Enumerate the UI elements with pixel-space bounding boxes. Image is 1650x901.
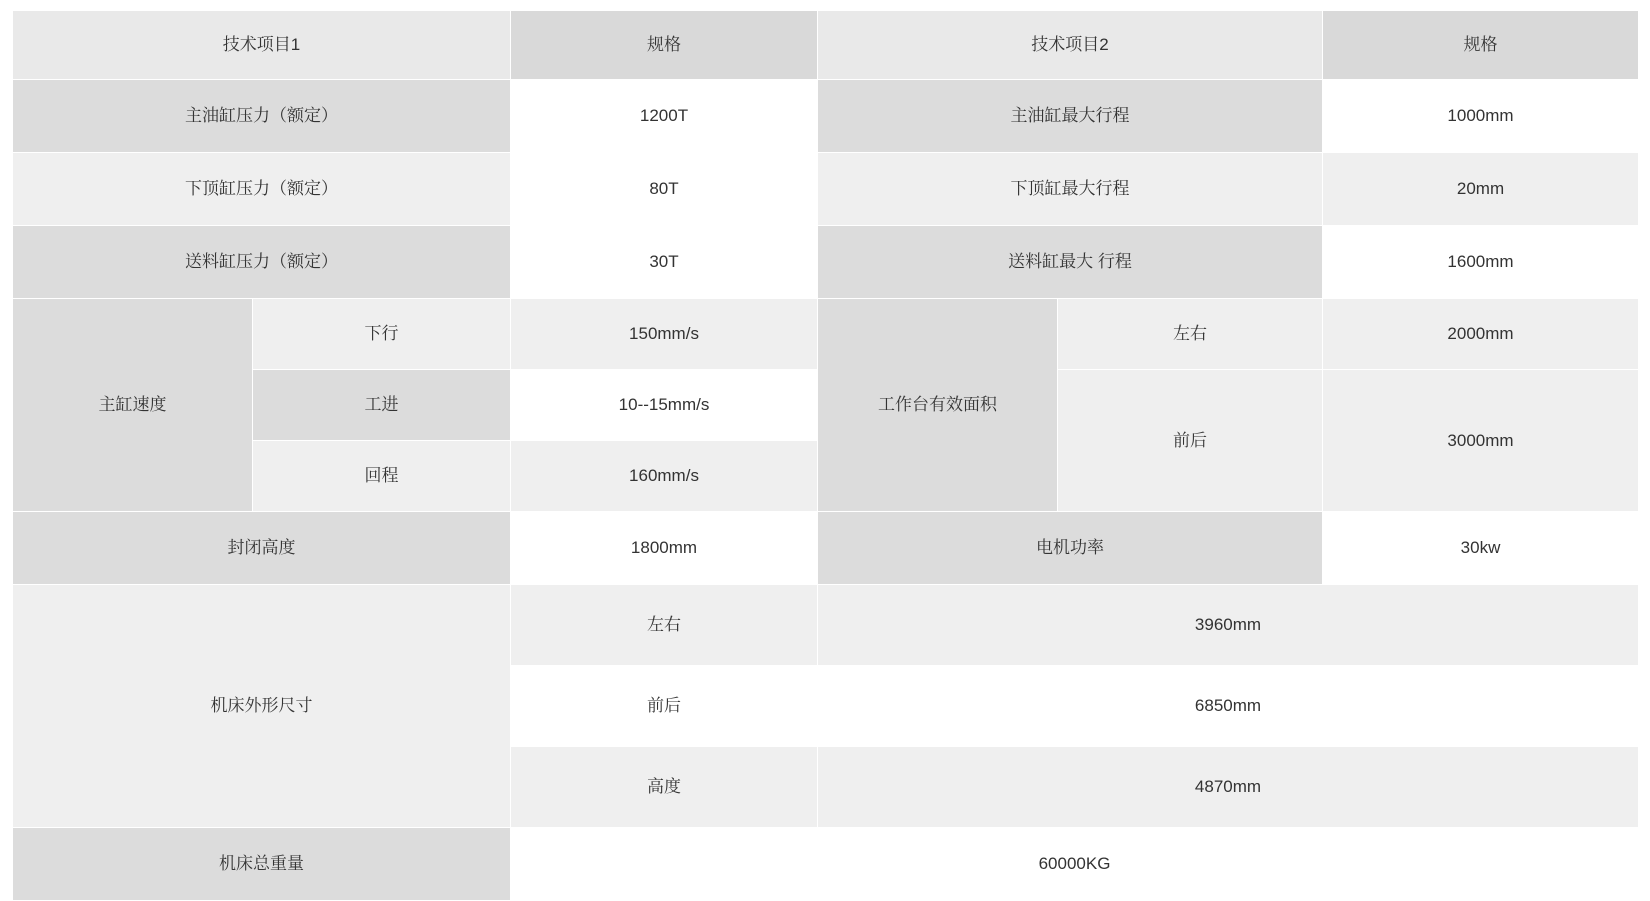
table-row: [13, 153, 1639, 226]
table-row: [13, 299, 1639, 370]
row-label-main-cylinder-pressure: 主油缸压力（额定）: [13, 80, 511, 153]
dimension-name-height: 高度: [511, 747, 818, 828]
row-label-feed-cylinder-pressure: 送料缸压力（额定）: [13, 226, 511, 299]
speed-item-name-return: 回程: [253, 441, 511, 512]
row-value-main-cylinder-stroke: 1000mm: [1323, 80, 1639, 153]
group-label-worktable-area: 工作台有效面积: [818, 299, 1058, 512]
speed-item-name-down: 下行: [253, 299, 511, 370]
table-header-row: [13, 11, 1639, 80]
group-label-machine-dimensions: 机床外形尺寸: [13, 585, 511, 828]
speed-item-value-down: 150mm/s: [511, 299, 818, 370]
row-label-main-cylinder-stroke: 主油缸最大行程: [818, 80, 1323, 153]
row-label-closed-height: 封闭高度: [13, 512, 511, 585]
area-item-value-front-back: 3000mm: [1323, 370, 1639, 512]
row-value-lower-cylinder-pressure: 80T: [511, 153, 818, 226]
area-item-name-front-back: 前后: [1058, 370, 1323, 512]
row-label-total-weight: 机床总重量: [13, 828, 511, 901]
row-value-lower-cylinder-stroke: 20mm: [1323, 153, 1639, 226]
area-item-name-left-right: 左右: [1058, 299, 1323, 370]
table-row: [13, 585, 1639, 666]
row-value-feed-cylinder-pressure: 30T: [511, 226, 818, 299]
dimension-value-front-back: 6850mm: [818, 666, 1639, 747]
header-tech-item-1: 技术项目1: [13, 11, 511, 80]
area-item-value-left-right: 2000mm: [1323, 299, 1639, 370]
speed-item-name-work-feed: 工进: [253, 370, 511, 441]
speed-item-value-work-feed: 10--15mm/s: [511, 370, 818, 441]
row-value-main-cylinder-pressure: 1200T: [511, 80, 818, 153]
row-value-total-weight: 60000KG: [511, 828, 1639, 901]
header-spec-2: 规格: [1323, 11, 1639, 80]
machine-spec-table: [12, 10, 1639, 901]
row-label-lower-cylinder-pressure: 下顶缸压力（额定）: [13, 153, 511, 226]
group-label-main-cylinder-speed: 主缸速度: [13, 299, 253, 512]
dimension-value-left-right: 3960mm: [818, 585, 1639, 666]
speed-item-value-return: 160mm/s: [511, 441, 818, 512]
dimension-name-front-back: 前后: [511, 666, 818, 747]
table-row: [13, 226, 1639, 299]
row-label-motor-power: 电机功率: [818, 512, 1323, 585]
table-row: [13, 512, 1639, 585]
header-spec-1: 规格: [511, 11, 818, 80]
row-value-feed-cylinder-stroke: 1600mm: [1323, 226, 1639, 299]
row-label-feed-cylinder-stroke: 送料缸最大 行程: [818, 226, 1323, 299]
dimension-value-height: 4870mm: [818, 747, 1639, 828]
row-label-lower-cylinder-stroke: 下顶缸最大行程: [818, 153, 1323, 226]
header-tech-item-2: 技术项目2: [818, 11, 1323, 80]
table-row: [13, 828, 1639, 901]
row-value-motor-power: 30kw: [1323, 512, 1639, 585]
table-row: [13, 80, 1639, 153]
dimension-name-left-right: 左右: [511, 585, 818, 666]
row-value-closed-height: 1800mm: [511, 512, 818, 585]
